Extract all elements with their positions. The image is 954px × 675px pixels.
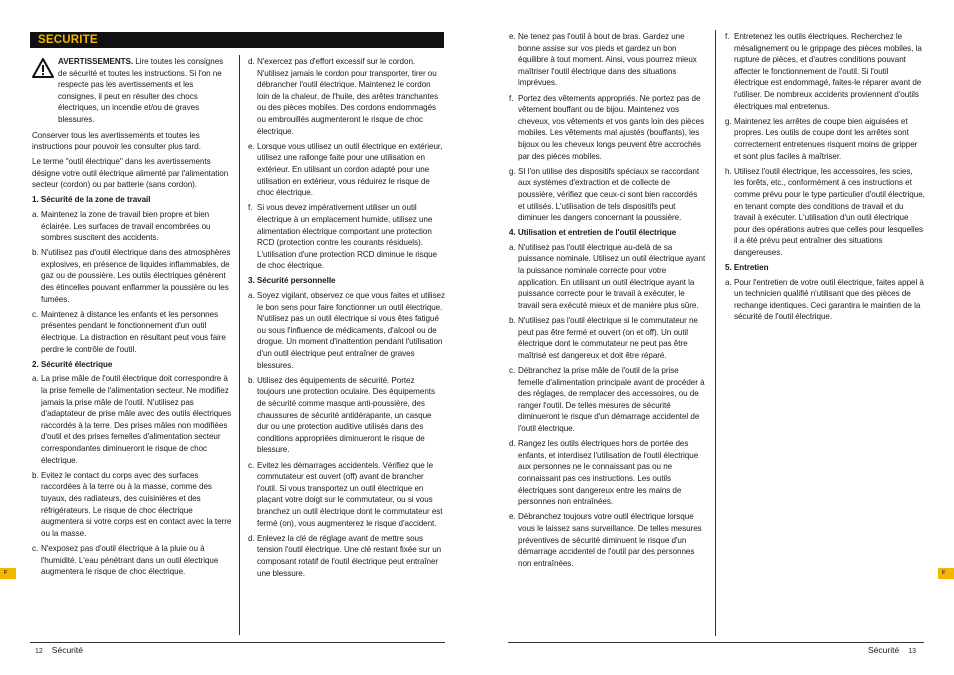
language-tab-label: F bbox=[4, 570, 8, 576]
list-item bbox=[509, 93, 706, 163]
item-marker: b. bbox=[509, 316, 516, 326]
paragraph: Conserver tous les avertissements et toutes les instructions pour pouvoir les consulter plus tard. bbox=[32, 130, 201, 152]
item-text: Lorsque vous utilisez un outil électrique en extérieur, utilisez une rallonge faite pour une utilisation en extérieur. En utilisant un cordon adapté pour une utilisation en extérieur, vous réduirez le risque de choc électrique. bbox=[257, 141, 443, 198]
list-item bbox=[509, 365, 706, 435]
item-text: Ne tenez pas l'outil à bout de bras. Gardez une bonne assise sur vos pieds et gardez un bon équilibre à tout moment. Ainsi, vous pourrez mieux maîtriser l'outil électrique dans des situations imprévues. bbox=[518, 32, 697, 88]
item-marker: e. bbox=[509, 32, 516, 41]
item-text: Utilisez l'outil électrique, les accessoires, les scies, les forêts, etc., conformément à ces instructions et comme prévu pour le type particulier d'outil électrique, en tenant compte des conditions de travail et du travail à exécuter. L'utilisation d'un outil électrique pour des opérations autres que celles pour lesquelles il a été prévu peut entraîner des situations dangereuses. bbox=[734, 166, 925, 257]
item-text: Rangez les outils électriques hors de portée des enfants, et interdisez l'utilisation de l'outil électrique aux personnes ne le connaissant pas ou ne connaissant pas ces instructions. Les outils électriques sont dangereux entre les mains de personnes non entraînées. bbox=[518, 439, 699, 507]
item-text: N'exposez pas d'outil électrique à la pluie ou à l'humidité. L'eau pénétrant dans un outil électrique augmentera le risque de choc électrique. bbox=[41, 543, 219, 577]
warning-text: Lire toutes les consignes de sécurité et toutes les instructions. Si l'on ne respecte pas les avertissements et les consignes, il peut en résulter des chocs électriques, un incendie et/ou de graves blessures. bbox=[58, 57, 224, 124]
item-marker: g. bbox=[509, 166, 516, 176]
item-text: N'utilisez pas l'outil électrique au-delà de sa puissance nominale. Utilisez un outil électrique ayant la puissance nominale correcte pour votre application. En utilisant un outil électrique ayant la puissance correcte pour le travail à exécuter, le travail sera exécuté mieux et de manière plus sûre. bbox=[518, 242, 706, 310]
item-marker: a. bbox=[725, 277, 732, 287]
language-tab-label: F bbox=[942, 570, 946, 576]
list-item bbox=[248, 375, 445, 456]
list-item bbox=[32, 470, 232, 540]
footer-rule-left bbox=[30, 642, 445, 643]
item-marker: g. bbox=[725, 116, 732, 126]
item-marker: b. bbox=[32, 470, 39, 480]
item-marker: f. bbox=[509, 93, 514, 103]
item-marker: b. bbox=[248, 375, 255, 385]
page-number: 12 bbox=[35, 648, 43, 655]
item-marker: f. bbox=[248, 203, 253, 213]
item-text: Débranchez toujours votre outil électrique lorsque vous le laissez sans surveillance. De telles mesures préventives de sécurité diminuent le risque d'un démarrage accidentel de l'outil par des personnes non entraînées. bbox=[518, 512, 702, 568]
section-heading-4: 4. Utilisation et entretien de l'outil électrique bbox=[509, 228, 677, 238]
item-marker: b. bbox=[32, 248, 39, 258]
item-text: N'exercez pas d'effort excessif sur le cordon. N'utilisez jamais le cordon pour transporter, tirer ou débrancher l'outil électrique. Maintenez le cordon loin de la chaleur, de l'huile, des arêtes tranchantes ou des pièces mobiles. Des cordons endommagés ou embrouillés augmenteront le risque de choc électrique. bbox=[257, 57, 439, 136]
list-item bbox=[248, 141, 445, 199]
item-text: Maintenez la zone de travail bien propre et bien éclairée. Les surfaces de travail encombrées ou sombres suscitent des accidents. bbox=[41, 209, 211, 243]
item-marker: f. bbox=[725, 32, 730, 41]
paragraph: Le terme "outil électrique" dans les avertissements désigne votre outil électrique alimenté par l'alimentation secteur (cordon) ou par batterie (sans cordon). bbox=[32, 157, 229, 190]
column-4 bbox=[725, 31, 925, 327]
list-item bbox=[725, 116, 925, 162]
item-marker: a. bbox=[32, 209, 39, 219]
item-marker: d. bbox=[509, 439, 516, 449]
section-heading-5: 5. Entretien bbox=[725, 263, 769, 273]
item-marker: e. bbox=[509, 512, 516, 522]
item-marker: c. bbox=[32, 543, 39, 553]
item-marker: a. bbox=[32, 374, 39, 384]
footer-left bbox=[26, 645, 83, 657]
item-marker: h. bbox=[725, 166, 732, 176]
list-item bbox=[725, 31, 925, 112]
section-heading-3: 3. Sécurité personnelle bbox=[248, 276, 336, 286]
section-title: SECURITE bbox=[38, 34, 98, 46]
list-item bbox=[248, 290, 445, 371]
item-text: Evitez les démarrages accidentels. Vérifiez que le commutateur est ouvert (off) avant de brancher l'outil. Si vous transportez un outil électrique en plaçant votre doigt sur le commutateur, ou si vous branchez un outil électrique dont le commutateur est fermé (on), vous augmenterez le risque d'accident. bbox=[257, 460, 443, 528]
item-marker: d. bbox=[248, 533, 255, 543]
section-heading-2: 2. Sécurité électrique bbox=[32, 359, 113, 369]
section-heading-1: 1. Sécurité de la zone de travail bbox=[32, 195, 151, 205]
footer-label: Sécurité bbox=[51, 645, 83, 655]
column-3 bbox=[509, 31, 706, 573]
list-item bbox=[32, 209, 232, 244]
list-item bbox=[509, 242, 706, 312]
language-tab-right bbox=[938, 568, 954, 579]
footer-right bbox=[868, 645, 925, 657]
list-item bbox=[509, 31, 706, 89]
item-text: Maintenez les arrêtes de coupe bien aiguisées et propres. Les outils de coupe dont les arrêtes sont correctement entretenues risquent moins de gripper et sont plus faciles à maîtriser. bbox=[734, 116, 918, 161]
item-text: Entretenez les outils électriques. Recherchez le mésalignement ou le grippage des pièces mobiles, la rupture de pièces, et d'autres conditions pouvant affecter le fonctionnement de l'outil. Si l'outil électrique est endommagé, faites-le réparer avant de l'utiliser. De nombreux accidents proviennent d'outils électriques mal entretenus. bbox=[734, 32, 922, 111]
item-text: SI l'on utilise des dispositifs spéciaux se raccordant aux systèmes d'extraction et de collecte de poussière, vérifiez que ceux-ci sont bien raccordés et utilisés. L'utilisation de tels dispositifs peut diminuer les dangers concernant la poussière. bbox=[518, 166, 700, 223]
list-item bbox=[248, 202, 445, 272]
list-item bbox=[32, 309, 232, 355]
item-marker: c. bbox=[509, 366, 516, 375]
item-text: Soyez vigilant, observez ce que vous faites et utilisez le bon sens pour faire fonctionner un outil électrique. N'utilisez pas un outil électrique si vous êtes fatigué ou sous l'influence de médicaments, d'alcool ou de drogue. Un moment d'inattention pendant l'utilisation d'un outil électrique peut entraîner de graves blessures. bbox=[257, 291, 446, 370]
list-item bbox=[248, 533, 445, 579]
list-item bbox=[725, 166, 925, 259]
item-text: La prise mâle de l'outil électrique doit correspondre à la prise femelle de l'alimentation secteur. Ne modifiez jamais la prise mâle de l'outil. N'utilisez pas d'adaptateur de prise mâle avec des outils électriques raccordés à la terre. Des prises mâles non modifiées d'outil et des prises femelles d'alimentation secteur correspondantes diminueront le risque de choc électrique. bbox=[41, 374, 232, 465]
item-marker: a. bbox=[509, 242, 516, 252]
list-item bbox=[509, 315, 706, 361]
footer-label: Sécurité bbox=[868, 645, 900, 655]
item-text: Pour l'entretien de votre outil électrique, faites appel à un technicien qualifié n'utilisant que des pièces de rechange identiques. Ceci garantira le maintien de la sécurité de l'outil électrique. bbox=[734, 277, 924, 322]
column-2 bbox=[248, 56, 445, 583]
item-text: N'utilisez pas d'outil électrique dans des atmosphères explosives, en présence de liquides inflammables, de gaz ou de poussière. Les outils électriques génèrent des étincelles pouvant enflammer la poussière ou les fumées. bbox=[41, 248, 231, 304]
column-divider-right bbox=[715, 30, 716, 636]
warning-block bbox=[32, 56, 232, 126]
item-text: Utilisez des équipements de sécurité. Portez toujours une protection oculaire. Des équipements de sécurité comme masque anti-poussière, des chaussures de sécurité antidérapante, un casque dur ou une protection auditive utilisés dans des conditions appropriées diminueront le risque de blessure. bbox=[257, 375, 435, 455]
list-item bbox=[32, 247, 232, 305]
list-item bbox=[509, 166, 706, 224]
list-item bbox=[725, 277, 925, 323]
item-text: Maintenez à distance les enfants et les personnes présentes pendant le fonctionnement d'un outil électrique. La distraction en résultant peut vous faire perdre le contrôle de l'outil. bbox=[41, 309, 226, 354]
item-text: Si vous devez impérativement utiliser un outil électrique à un emplacement humide, utilisez une alimentation électrique comportant une protection RCD (protection contre les courants résiduels). L'utilisation d'une protection RCD diminue le risque de choc électrique. bbox=[257, 203, 438, 271]
item-text: Portez des vêtements appropriés. Ne portez pas de vêtement bouffant ou de bijou. Maintenez vos cheveux, vos vêtements et vos gants loin des pièces mobiles. Les vêtements mal ajustés (bouffants), les bijoux ou les cheveux longs peuvent être accrochés par des pièces mobiles. bbox=[518, 93, 704, 161]
list-item bbox=[248, 460, 445, 530]
column-divider-left bbox=[239, 55, 240, 635]
section-header-bar bbox=[30, 32, 444, 48]
item-text: N'utilisez pas l'outil électrique si le commutateur ne peut pas être fermé et ouvert (on et off). Un outil électrique dont le commutateur ne peut pas être maîtrisé est dangereux et doit être réparé. bbox=[518, 316, 698, 360]
item-marker: e. bbox=[248, 141, 255, 151]
item-text: Evitez le contact du corps avec des surfaces raccordées à la terre ou à la masse, comme des tuyaux, des radiateurs, des cuisinières et des réfrigérateurs. Le risque de choc électrique augmentera si votre corps est en contact avec la terre ou la masse. bbox=[41, 470, 232, 538]
item-marker: d. bbox=[248, 57, 255, 66]
footer-rule-right bbox=[508, 642, 924, 643]
item-text: Débranchez la prise mâle de l'outil de la prise femelle d'alimentation principale avant de procéder à des réglages, de remplacer des accessoires, ou de ranger l'outil. De telles mesures de sécurité diminueront le risque d'un démarrage accidentel de l'outil électrique. bbox=[518, 366, 705, 433]
list-item bbox=[509, 438, 706, 508]
language-tab-left bbox=[0, 568, 16, 579]
list-item bbox=[248, 56, 445, 137]
page-number: 13 bbox=[908, 648, 916, 655]
item-marker: a. bbox=[248, 291, 255, 301]
item-marker: c. bbox=[32, 309, 39, 319]
warning-triangle-icon bbox=[32, 58, 54, 78]
item-marker: c. bbox=[248, 460, 255, 470]
item-text: Enlevez la clé de réglage avant de mettre sous tension l'outil électrique. Une clé restant fixée sur un composant rotatif de l'outil électrique peut entraîner une blessure. bbox=[257, 533, 442, 578]
column-1 bbox=[32, 56, 232, 581]
list-item bbox=[32, 543, 232, 578]
warning-label: AVERTISSEMENTS. bbox=[58, 57, 134, 66]
list-item bbox=[509, 511, 706, 569]
list-item bbox=[32, 373, 232, 466]
